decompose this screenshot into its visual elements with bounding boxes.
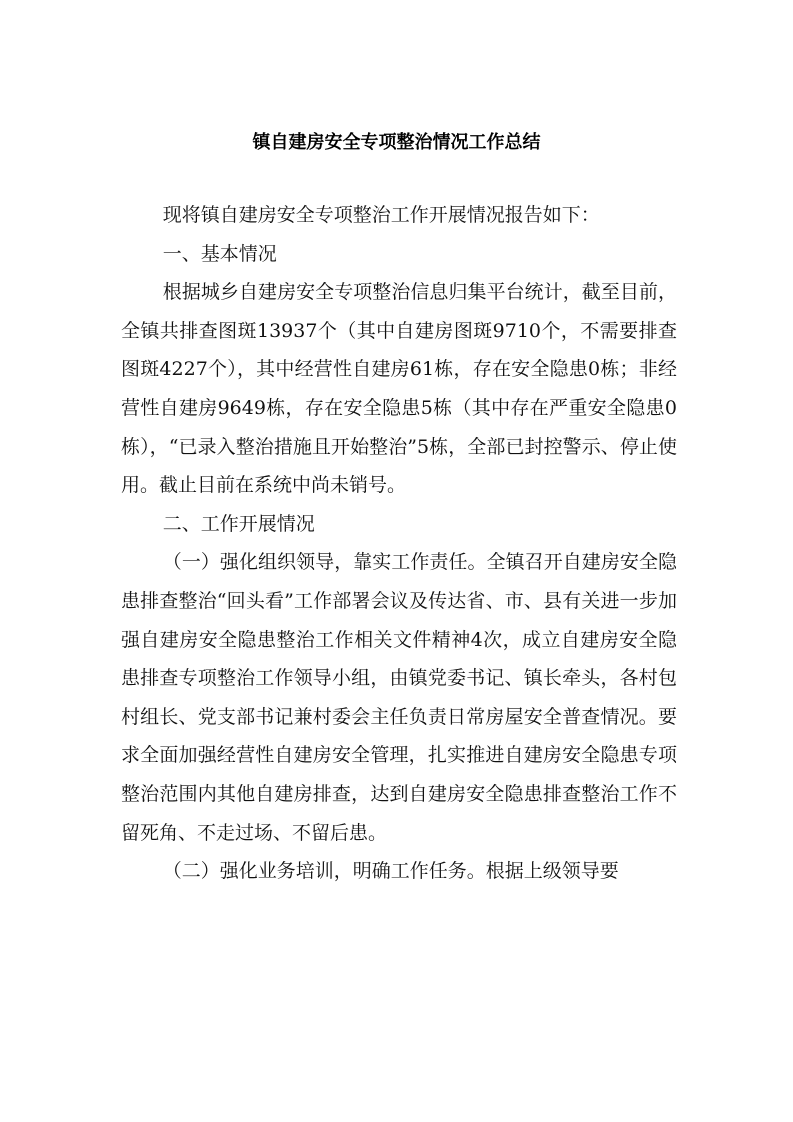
heading-basic-situation: 一、基本情况 bbox=[162, 242, 277, 265]
heading-work-progress: 二、工作开展情况 bbox=[162, 512, 315, 535]
paragraph-training: （二）强化业务培训，明确工作任务。根据上级领导要 bbox=[162, 860, 619, 883]
paragraph-intro: 现将镇自建房安全专项整治工作开展情况报告如下： bbox=[162, 204, 600, 226]
document-title: 镇自建房安全专项整治情况工作总结 bbox=[252, 132, 541, 153]
paragraph-statistics: 根据城乡自建房安全专项整治信息归集平台统计，截至目前，全镇共排查图斑13937个（其中自建房图斑9710个，不需要排查图斑4227个），其中经营性自建房61栋，存在安全隐患0栋；非经营性自建房9649栋，存在安全隐患5栋（其中存在严重安全隐患0栋），“已录入整治措施且开始整治”5栋，全部已封控警示、停止使用。截止目前在系统中尚未销号。 bbox=[121, 281, 677, 497]
document-body bbox=[121, 196, 677, 891]
paragraph-organization: （一）强化组织领导，靠实工作责任。全镇召开自建房安全隐患排查整治“回头看”工作部署会议及传达省、市、县有关进一步加强自建房安全隐患整治工作相关文件精神4次，成立自建房安全隐患排查专项整治工作领导小组，由镇党委书记、镇长牵头，各村包村组长、党支部书记兼村委会主任负责日常房屋安全普查情况。要求全面加强经营性自建房安全管理，扎实推进自建房安全隐患专项整治范围内其他自建房排查，达到自建房安全隐患排查整治工作不留死角、不走过场、不留后患。 bbox=[121, 551, 677, 844]
